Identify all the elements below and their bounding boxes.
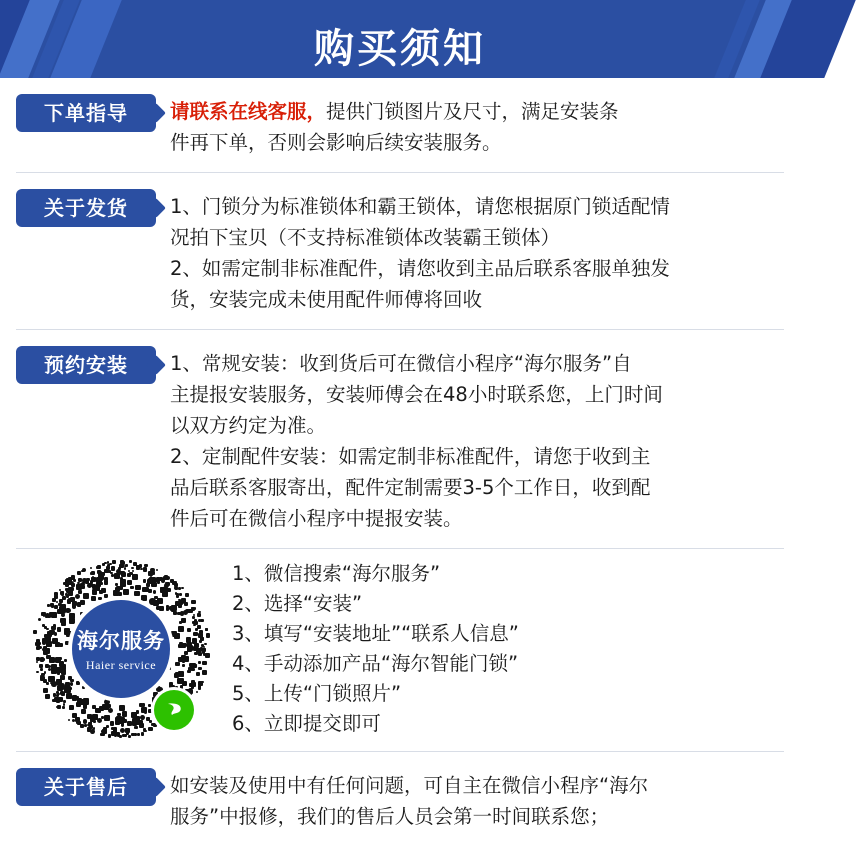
section-qr-steps: [16, 549, 784, 752]
section-text-installation-booking: [170, 346, 784, 534]
list-item: 6、立即提交即可: [232, 712, 381, 735]
section-text-shipping: [170, 189, 784, 315]
qr-logo: [72, 600, 170, 698]
section-order-guide: [16, 78, 784, 173]
section-line: 如安装及使用中有任何问题，可自主在微信小程序“海尔: [170, 774, 649, 797]
wechat-steps-list: [226, 559, 784, 739]
section-tag-after-sales: 关于售后: [16, 768, 156, 806]
section-line: 主提报安装服务，安装师傅会在48小时联系您，上门时间: [170, 383, 663, 406]
list-item: 4、手动添加产品“海尔智能门锁”: [232, 652, 519, 675]
section-text-after-sales: [170, 768, 784, 832]
section-line: 件后可在微信小程序中提报安装。: [170, 507, 463, 530]
section-tag-installation-booking: 预约安装: [16, 346, 156, 384]
page-title: 购买须知: [314, 26, 486, 72]
section-installation-booking: [16, 330, 784, 549]
section-line: 以双方约定为准。: [170, 414, 327, 437]
wechat-icon: [154, 690, 194, 730]
section-tag-order-guide: 下单指导: [16, 94, 156, 132]
list-item: 3、填写“安装地址”“联系人信息”: [232, 622, 519, 645]
section-line: 1、门锁分为标准锁体和霸王锁体，请您根据原门锁适配情: [170, 195, 670, 218]
section-line: 货，安装完成未使用配件师傅将回收: [170, 288, 483, 311]
section-line: 1、常规安装：收到货后可在微信小程序“海尔服务”自: [170, 352, 632, 375]
section-line: 件再下单，否则会影响后续安装服务。: [170, 131, 502, 154]
section-line: 提供门锁图片及尺寸，满足安装条: [326, 100, 619, 123]
list-item: 2、选择“安装”: [232, 592, 363, 615]
list-item: 1、微信搜索“海尔服务”: [232, 562, 441, 585]
emphasis-text: 请联系在线客服，: [170, 100, 327, 123]
section-text-order-guide: [170, 94, 784, 158]
page-header: [0, 0, 800, 78]
section-line: 2、定制配件安装：如需定制非标准配件，请您于收到主: [170, 445, 651, 468]
qr-code[interactable]: [32, 560, 210, 738]
section-after-sales: [16, 752, 784, 846]
qr-code-wrapper: [16, 560, 226, 738]
section-shipping: [16, 173, 784, 330]
section-tag-shipping: 关于发货: [16, 189, 156, 227]
section-line: 服务”中报修，我们的售后人员会第一时间联系您；: [170, 805, 610, 828]
section-line: 品后联系客服寄出，配件定制需要3-5个工作日，收到配: [170, 476, 651, 499]
content-body: [0, 78, 800, 846]
section-line: 2、如需定制非标准配件，请您收到主品后联系客服单独发: [170, 257, 670, 280]
qr-logo-cn: 海尔服务: [77, 629, 165, 653]
qr-logo-en: Haier service: [85, 658, 157, 672]
list-item: 5、上传“门锁照片”: [232, 682, 402, 705]
section-line: 况拍下宝贝（不支持标准锁体改装霸王锁体）: [170, 226, 561, 249]
